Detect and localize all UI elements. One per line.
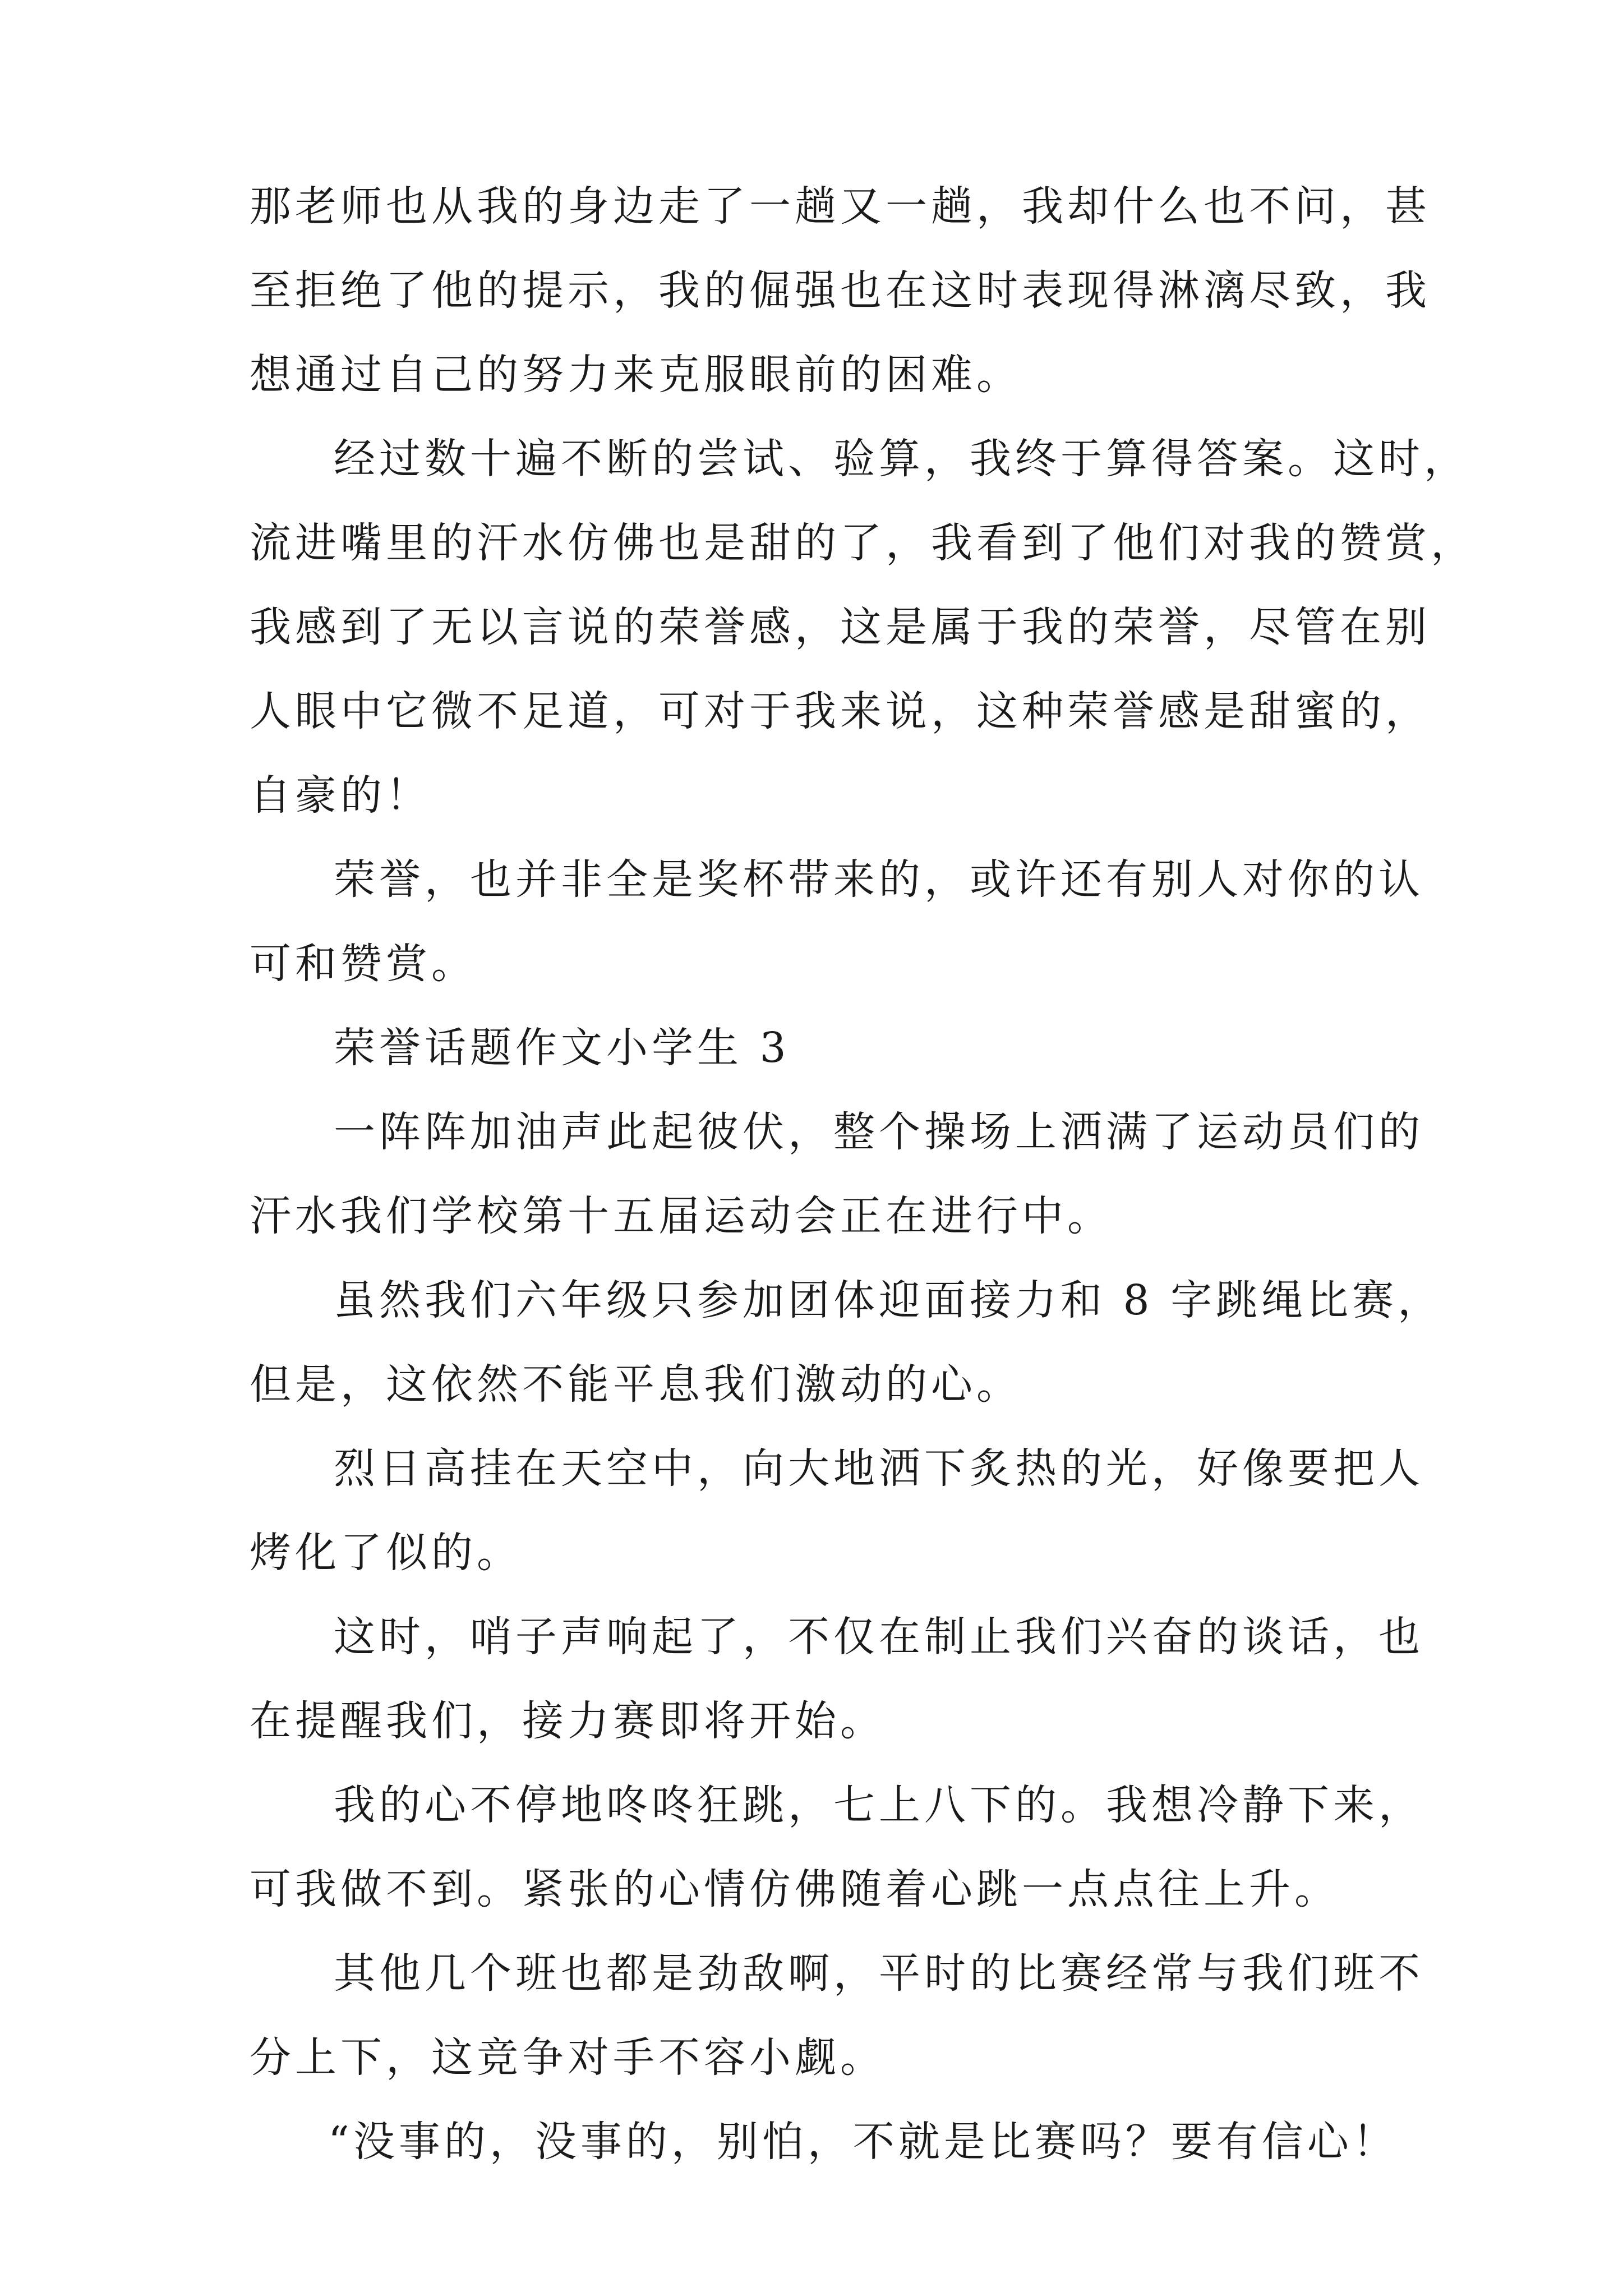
paragraph-line: 荣誉，也并非全是奖杯带来的，或许还有别人对你的认 — [334, 855, 1424, 904]
paragraph-line: 想通过自己的努力来克服眼前的困难。 — [250, 351, 1022, 399]
paragraph-line: 自豪的！ — [250, 771, 431, 820]
section-heading: 荣誉话题作文小学生 3 — [334, 1024, 790, 1072]
paragraph-line: 我的心不停地咚咚狂跳，七上八下的。我想冷静下来， — [334, 1781, 1424, 1829]
paragraph-line: 烈日高挂在天空中，向大地洒下炙热的光，好像要把人 — [334, 1444, 1424, 1493]
paragraph-line: 至拒绝了他的提示，我的倔强也在这时表现得淋漓尽致，我 — [250, 266, 1431, 315]
paragraph-line: 那老师也从我的身边走了一趟又一趟，我却什么也不问，甚 — [250, 182, 1431, 231]
paragraph-line: 在提醒我们，接力赛即将开始。 — [250, 1697, 886, 1745]
paragraph-line: 流进嘴里的汗水仿佛也是甜的了，我看到了他们对我的赞赏， — [250, 519, 1476, 567]
paragraph-line: “没事的，没事的，别怕，不就是比赛吗？要有信心！ — [328, 2118, 1398, 2166]
paragraph-line: 经过数十遍不断的尝试、验算，我终于算得答案。这时， — [334, 435, 1469, 483]
paragraph-line: 烤化了似的。 — [250, 1529, 522, 1577]
paragraph-line: 一阵阵加油声此起彼伏，整个操场上洒满了运动员们的 — [334, 1108, 1424, 1156]
paragraph-line: 其他几个班也都是劲敌啊，平时的比赛经常与我们班不 — [334, 1949, 1424, 1998]
paragraph-line: 分上下，这竞争对手不容小觑。 — [250, 2033, 886, 2082]
paragraph-line: 汗水我们学校第十五届运动会正在进行中。 — [250, 1192, 1113, 1240]
paragraph-line: 虽然我们六年级只参加团体迎面接力和 8 字跳绳比赛， — [334, 1276, 1444, 1324]
paragraph-line: 可和赞赏。 — [250, 940, 477, 988]
paragraph-line: 人眼中它微不足道，可对于我来说，这种荣誉感是甜蜜的， — [250, 687, 1431, 735]
paragraph-line: 我感到了无以言说的荣誉感，这是属于我的荣誉，尽管在别 — [250, 603, 1431, 651]
paragraph-line: 可我做不到。紧张的心情仿佛随着心跳一点点往上升。 — [250, 1865, 1340, 1913]
paragraph-line: 这时，哨子声响起了，不仅在制止我们兴奋的谈话，也 — [334, 1613, 1424, 1661]
paragraph-line: 但是，这依然不能平息我们激动的心。 — [250, 1360, 1022, 1409]
